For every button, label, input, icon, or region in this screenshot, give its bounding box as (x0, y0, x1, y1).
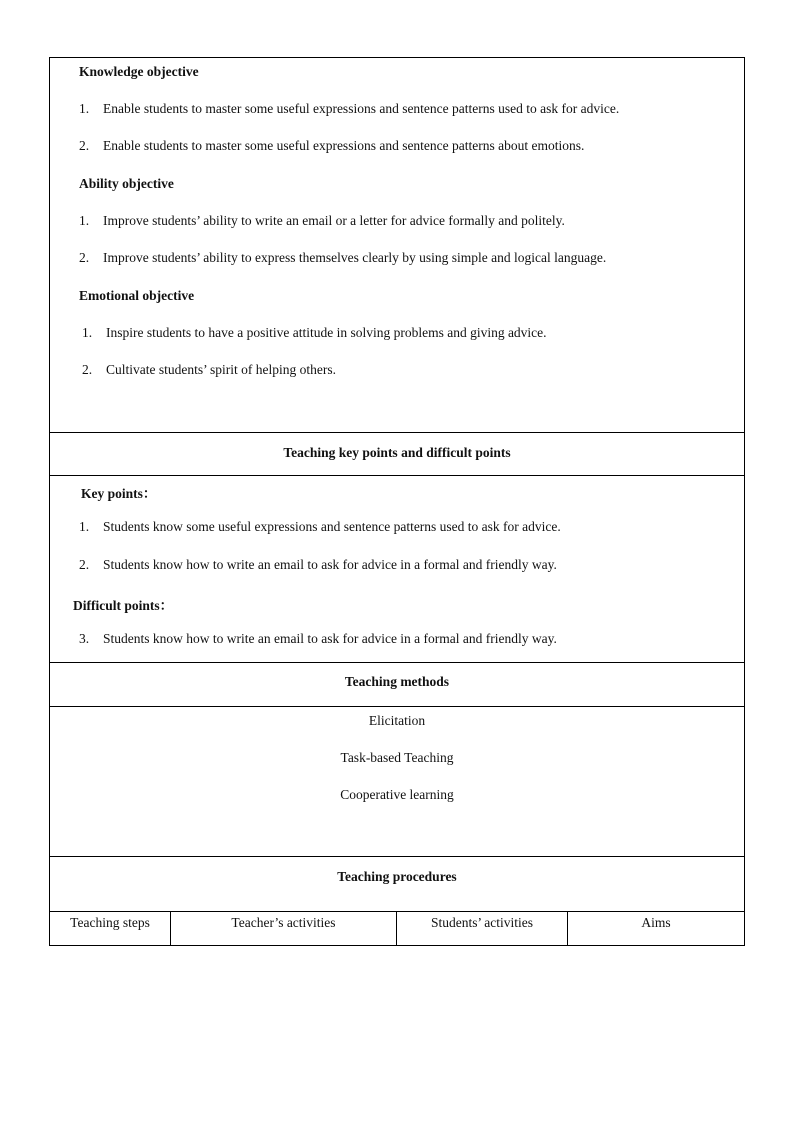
method-item: Cooperative learning (340, 787, 454, 802)
key-points-section (49, 475, 745, 662)
key-points-heading: Key points： (81, 486, 157, 501)
procedures-column-row (49, 911, 745, 946)
knowledge-item-1: 1. Enable students to master some useful expressions and sentence patterns used to ask for advice. (79, 101, 620, 116)
procedures-header: Teaching procedures (49, 856, 745, 911)
emotional-item-2: 2. Cultivate students’ spirit of helping others. (82, 362, 336, 377)
ability-item-2: 2. Improve students’ ability to express themselves clearly by using simple and logical language. (79, 250, 607, 265)
objectives-section (49, 57, 745, 432)
ability-item-1: 1. Improve students’ ability to write an email or a letter for advice formally and politely. (79, 213, 565, 228)
emotional-item-1: 1. Inspire students to have a positive attitude in solving problems and giving advice. (82, 325, 547, 340)
ability-objective-heading: Ability objective (79, 176, 174, 191)
method-item: Task-based Teaching (340, 750, 454, 765)
methods-section (49, 706, 745, 856)
column-student-activities: Students’ activities (397, 912, 568, 945)
key-point-item-1: 1. Students know some useful expressions and sentence patterns used to ask for advice. (79, 519, 561, 534)
method-item: Elicitation (368, 713, 426, 728)
column-aims: Aims (641, 915, 671, 930)
key-point-item-2: 2. Students know how to write an email to ask for advice in a formal and friendly way. (79, 557, 557, 572)
column-teaching-steps: Teaching steps (50, 912, 171, 945)
lesson-plan-table (49, 57, 745, 946)
difficult-points-heading: Difficult points： (73, 598, 174, 613)
emotional-objective-heading: Emotional objective (79, 288, 195, 303)
key-points-header: Teaching key points and difficult points (49, 432, 745, 475)
column-teacher-activities: Teacher’s activities (171, 912, 397, 945)
knowledge-item-2: 2. Enable students to master some useful expressions and sentence patterns about emotions. (79, 138, 585, 153)
methods-header: Teaching methods (49, 662, 745, 706)
knowledge-objective-heading: Knowledge objective (79, 64, 199, 79)
difficult-point-item-1: 3. Students know how to write an email to ask for advice in a formal and friendly way. (79, 631, 557, 646)
